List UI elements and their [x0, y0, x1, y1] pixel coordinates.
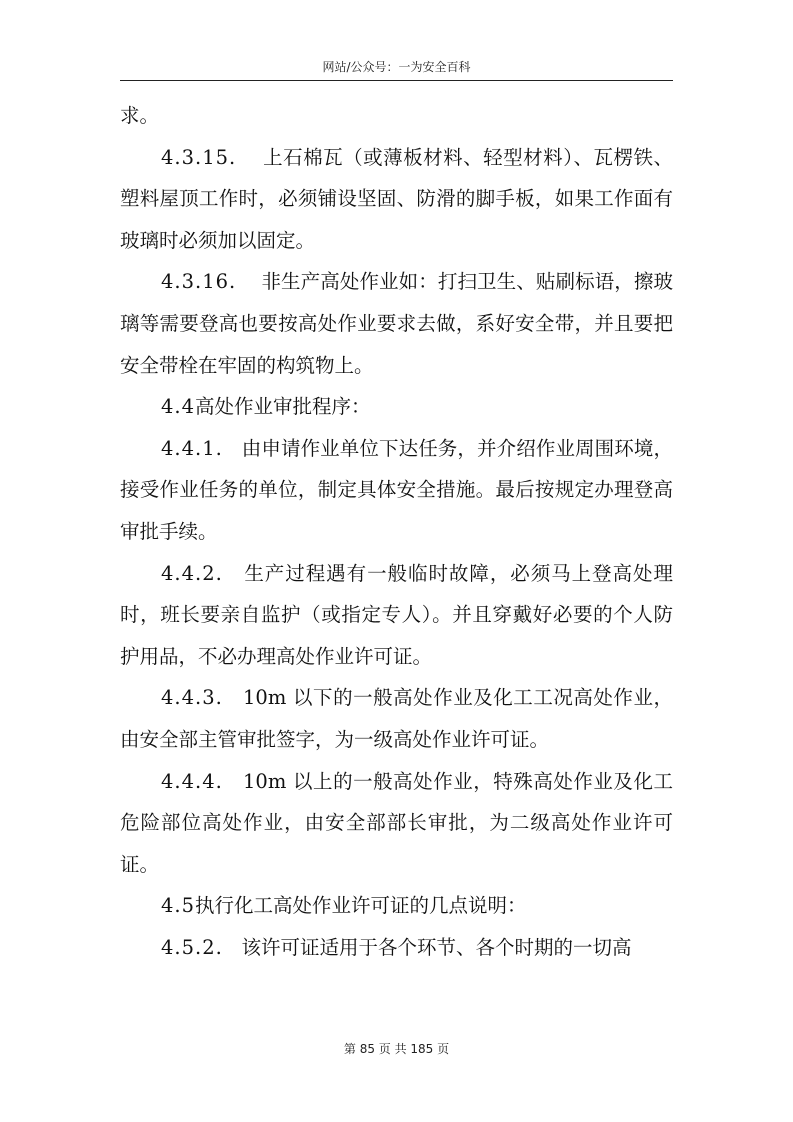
- clause-number: 4.4.4.: [161, 769, 223, 793]
- paragraph-text: 上石棉瓦（或薄板材料、轻型材料）、瓦楞铁、塑料屋顶工作时，必须铺设坚固、防滑的脚手板，如果工作面有玻璃时必须加以固定。: [120, 145, 673, 252]
- section-heading: [120, 885, 673, 927]
- section-heading: [120, 386, 673, 428]
- paragraph: [120, 137, 673, 262]
- header-text: 网站/公众号：一为安全百科: [322, 60, 471, 74]
- paragraph-text: 生产过程遇有一般临时故障，必须马上登高处理时，班长要亲自监护（或指定专人）。并且穿戴好必要的个人防护用品，不必办理高处作业许可证。: [120, 561, 673, 668]
- page-header: [120, 56, 673, 81]
- paragraph-text: 10m 以上的一般高处作业，特殊高处作业及化工危险部位高处作业，由安全部部长审批，为二级高处作业许可证。: [120, 769, 673, 876]
- paragraph: [120, 927, 673, 969]
- paragraph-text: 求。: [120, 104, 160, 127]
- paragraph-text: 10m 以下的一般高处作业及化工工况高处作业，由安全部主管审批签字，为一级高处作业许可证。: [120, 686, 673, 751]
- paragraph-text: 由申请作业单位下达任务，并介绍作业周围环境，接受作业任务的单位，制定具体安全措施。最后按规定办理登高审批手续。: [120, 436, 673, 543]
- clause-number: 4.5.2.: [161, 935, 223, 959]
- clause-number: 4.3.16.: [161, 270, 237, 294]
- paragraph-text: 该许可证适用于各个环节、各个时期的一切高: [241, 935, 632, 959]
- clause-number: 4.4.2.: [161, 561, 223, 585]
- paragraph: [120, 428, 673, 553]
- clause-number: 4.4: [161, 395, 196, 419]
- clause-number: 4.4.3.: [161, 686, 223, 710]
- clause-number: 4.4.1.: [161, 436, 223, 460]
- paragraph-text: 高处作业审批程序：: [195, 395, 371, 419]
- paragraph-text: 非生产高处作业如：打扫卫生、贴刷标语，擦玻璃等需要登高也要按高处作业要求去做，系好安全带，并且要把安全带栓在牢固的构筑物上。: [120, 270, 673, 377]
- paragraph: [120, 553, 673, 678]
- document-body: [120, 95, 673, 968]
- paragraph: [120, 677, 673, 760]
- paragraph: [120, 95, 673, 137]
- clause-number: 4.5: [161, 894, 196, 918]
- paragraph: [120, 261, 673, 386]
- paragraph: [120, 761, 673, 886]
- paragraph-text: 执行化工高处作业许可证的几点说明：: [195, 894, 527, 918]
- page-footer: [0, 1040, 793, 1057]
- clause-number: 4.3.15.: [161, 145, 237, 169]
- page-number: 第 85 页 共 185 页: [343, 1042, 450, 1056]
